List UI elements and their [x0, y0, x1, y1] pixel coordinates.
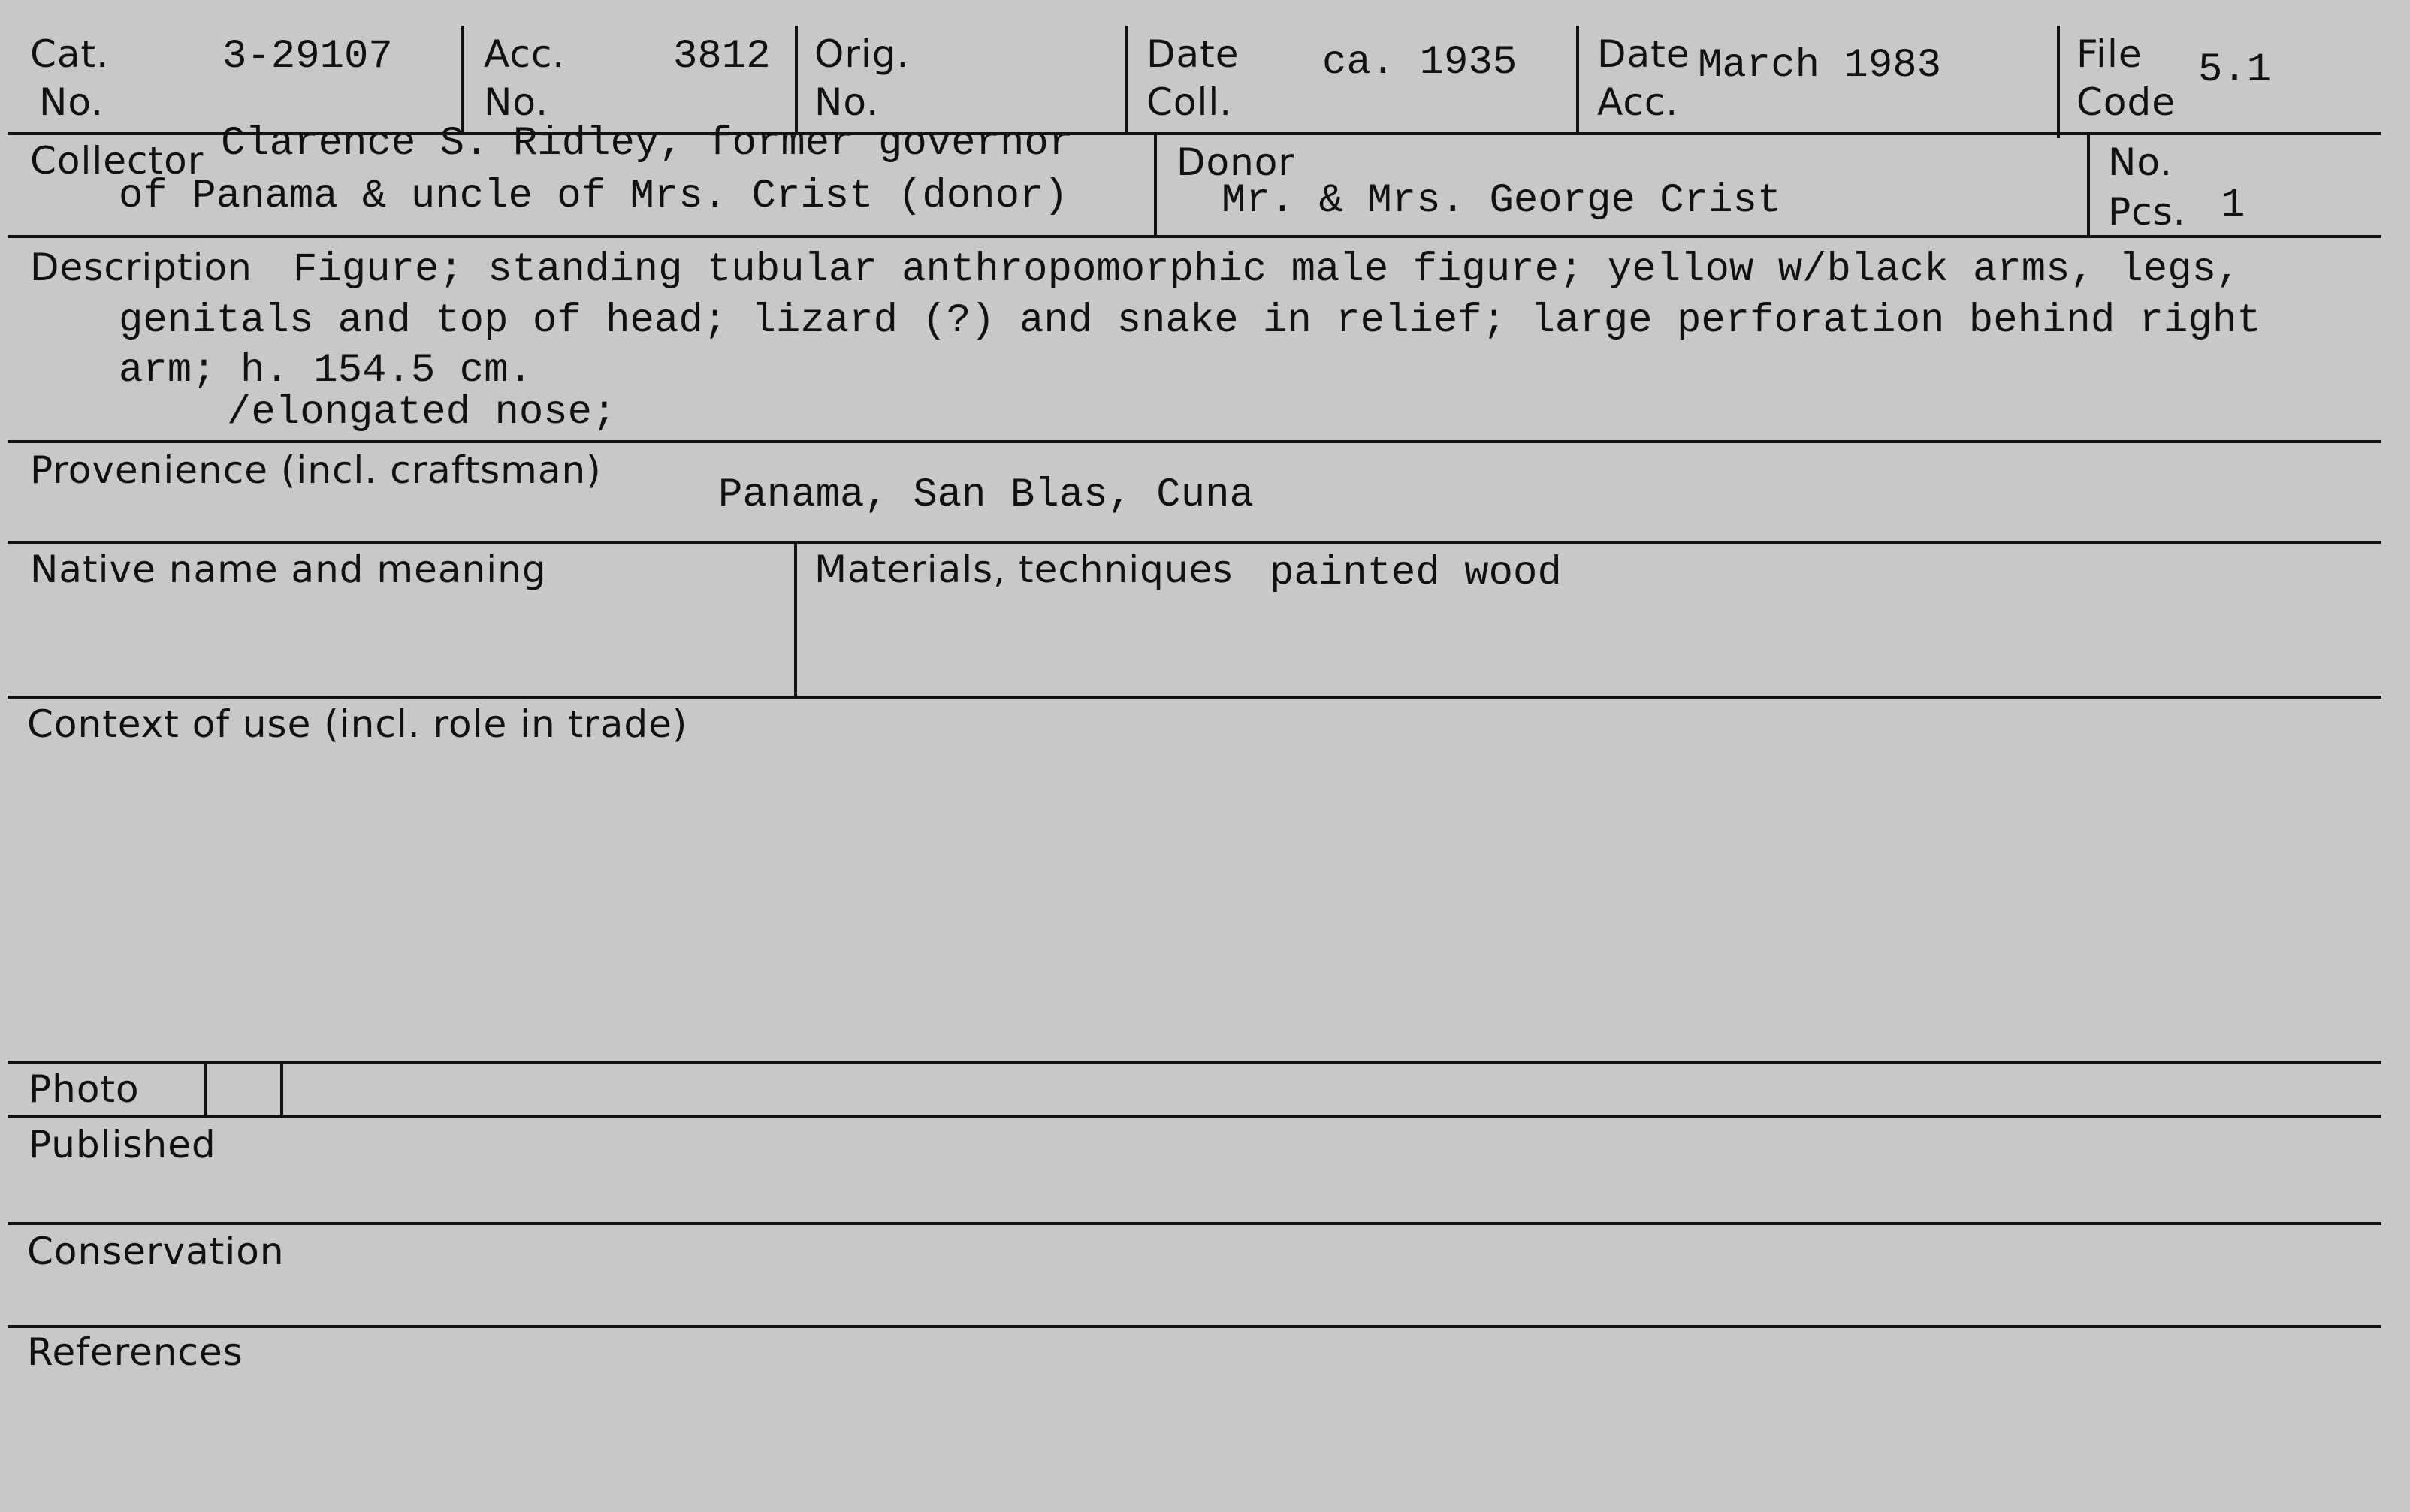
rule-collector-bottom [8, 235, 2381, 238]
references-label: References [27, 1330, 243, 1374]
divider-native-materials [794, 541, 797, 697]
description-line3: arm; h. 154.5 cm. [119, 348, 533, 394]
collector-line1: Clarence S. Ridley, former governor [221, 121, 1074, 167]
divider-acc-orig [795, 26, 798, 132]
rule-provenience-bottom [8, 541, 2381, 544]
file-code-label: File Code [2076, 32, 2176, 124]
acc-no-label: Acc. No. [484, 32, 566, 124]
orig-no-label: Orig. No. [814, 32, 910, 124]
rule-photo-bottom [8, 1115, 2381, 1118]
collector-line2: of Panama & uncle of Mrs. Crist (donor) [119, 174, 1068, 219]
date-acc-label: Date Acc. [1597, 32, 1690, 124]
rule-native-bottom [8, 696, 2381, 699]
rule-conservation-bottom [8, 1325, 2381, 1328]
rule-description-bottom [8, 440, 2381, 443]
context-label: Context of use (incl. role in trade) [27, 702, 688, 746]
divider-datecoll-dateacc [1576, 26, 1579, 132]
provenience-value: Panama, San Blas, Cuna [718, 472, 1254, 518]
description-line4: /elongated nose; [227, 390, 617, 436]
description-line2: genitals and top of head; lizard (?) and snake in relief; large perforation behind right [119, 298, 2261, 344]
materials-label: Materials, techniques [814, 548, 1234, 591]
photo-box-divider-1 [204, 1061, 207, 1116]
file-code-value: 5.1 [2198, 47, 2272, 93]
photo-box-divider-2 [280, 1061, 283, 1116]
native-name-label: Native name and meaning [30, 548, 547, 591]
description-label: Description [30, 246, 252, 289]
divider-donor-pieces [2087, 132, 2090, 237]
donor-label: Donor [1176, 140, 1294, 184]
divider-dateacc-file [2057, 26, 2060, 138]
cat-no-label: Cat. No. [30, 32, 110, 124]
description-line1: Figure; standing tubular anthropomorphic male figure; yellow w/black arms, legs, [293, 247, 2241, 293]
published-label: Published [29, 1123, 216, 1166]
materials-value: painted wood [1270, 551, 1562, 596]
pieces-label: No. Pcs. [2108, 140, 2186, 234]
collector-label: Collector [30, 139, 204, 183]
rule-photo-top [8, 1061, 2381, 1064]
provenience-label: Provenience (incl. craftsman) [30, 448, 602, 492]
conservation-label: Conservation [27, 1230, 285, 1273]
cat-no-value: 3-29107 [222, 34, 393, 80]
divider-collector-donor [1154, 132, 1157, 237]
acc-no-value: 3812 [673, 34, 771, 80]
divider-cat-acc [461, 26, 464, 132]
date-coll-label: Date Coll. [1146, 32, 1240, 124]
date-coll-value: ca. 1935 [1322, 40, 1518, 86]
rule-published-bottom [8, 1222, 2381, 1225]
photo-label: Photo [29, 1067, 140, 1111]
donor-value: Mr. & Mrs. George Crist [1222, 178, 1782, 224]
pieces-value: 1 [2221, 183, 2245, 228]
date-acc-value: March 1983 [1698, 43, 1942, 89]
divider-orig-datecoll [1125, 26, 1128, 132]
